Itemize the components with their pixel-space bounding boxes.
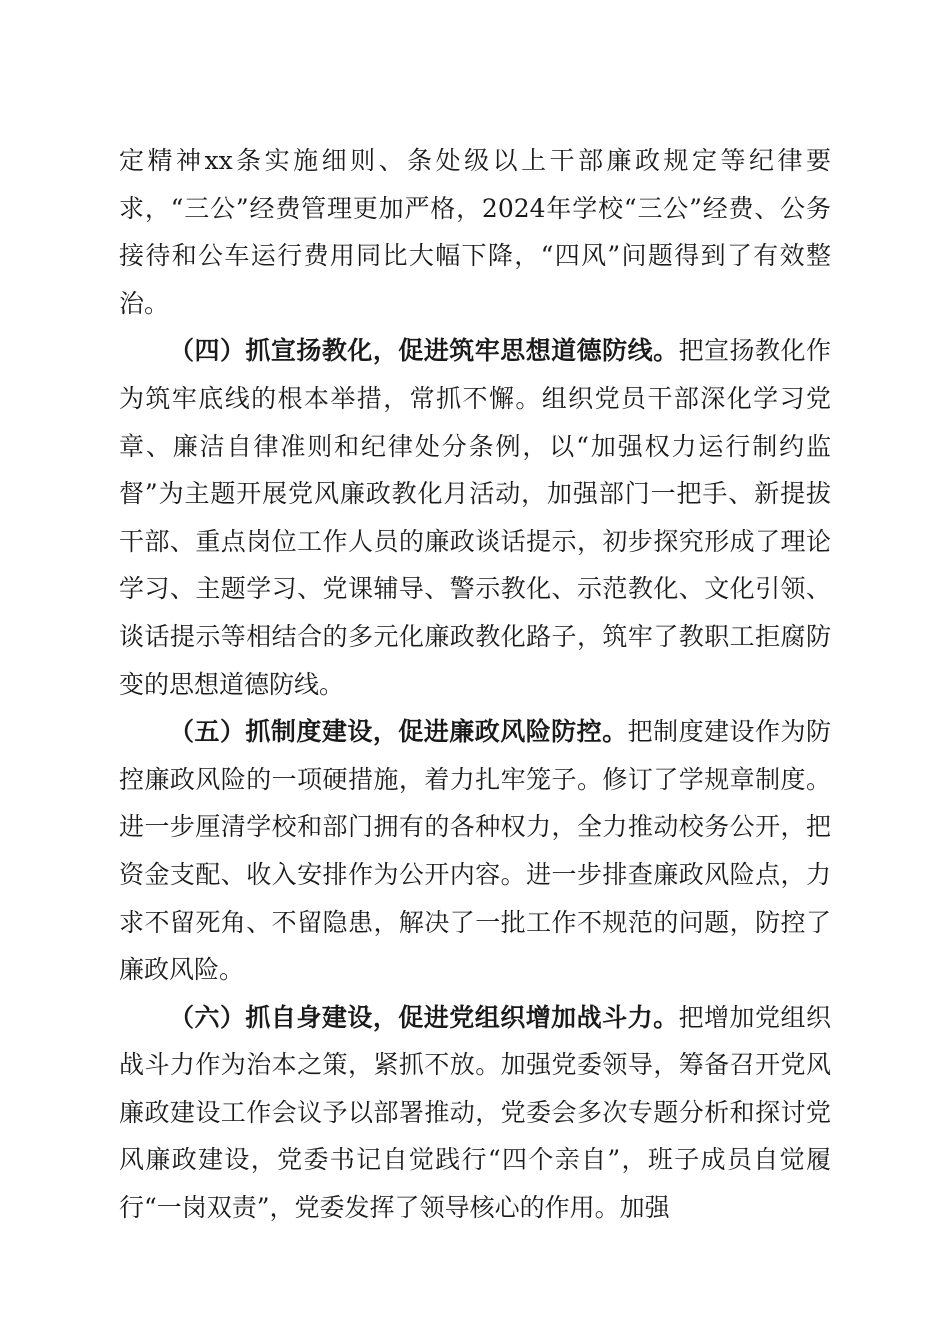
section-heading-5: （五）抓制度建设，促进廉政风险防控。 — [169, 717, 628, 747]
section-heading-4: （四）抓宣扬教化，促进筑牢思想道德防线。 — [169, 336, 679, 366]
paragraph-text: 把宣扬教化作为筑牢底线的根本举措，常抓不懈。组织党员干部深化学习党章、廉洁自律准则和纪律处分条例，以“加强权力运行制约监督”为主题开展党风廉政教化月活动，加强部门一把手、新提拔干部、重点岗位工作人员的廉政谈话提示，初步探究形成了理论学习、主题学习、党课辅导、警示教化、示范教化、文化引领、谈话提示等相结合的多元化廉政教化路子，筑牢了教职工拒腐防变的思想道德防线。 — [119, 336, 831, 699]
paragraph-section-5 — [119, 708, 831, 994]
document-page — [119, 137, 831, 1232]
paragraph-section-4 — [119, 327, 831, 708]
paragraph-continuation — [119, 137, 831, 327]
paragraph-text: 把增加党组织战斗力作为治本之策，紧抓不放。加强党委领导，筹备召开党风廉政建设工作会议予以部署推动，党委会多次专题分析和探讨党风廉政建设，党委书记自觉践行“四个亲自”，班子成员自觉履行“一岗双责”，党委发挥了领导核心的作用。加强 — [119, 1002, 831, 1223]
section-heading-6: （六）抓自身建设，促进党组织增加战斗力。 — [169, 1002, 679, 1032]
paragraph-section-6 — [119, 994, 831, 1232]
paragraph-text: 把制度建设作为防控廉政风险的一项硬措施，着力扎牢笼子。修订了学规章制度。进一步厘清学校和部门拥有的各种权力，全力推动校务公开，把资金支配、收入安排作为公开内容。进一步排查廉政风险点，力求不留死角、不留隐患，解决了一批工作不规范的问题，防控了廉政风险。 — [119, 717, 831, 985]
paragraph-text: 定精神xx条实施细则、条处级以上干部廉政规定等纪律要求，“三公”经费管理更加严格，2024年学校“三公”经费、公务接待和公车运行费用同比大幅下降，“四风”问题得到了有效整治。 — [119, 146, 831, 318]
